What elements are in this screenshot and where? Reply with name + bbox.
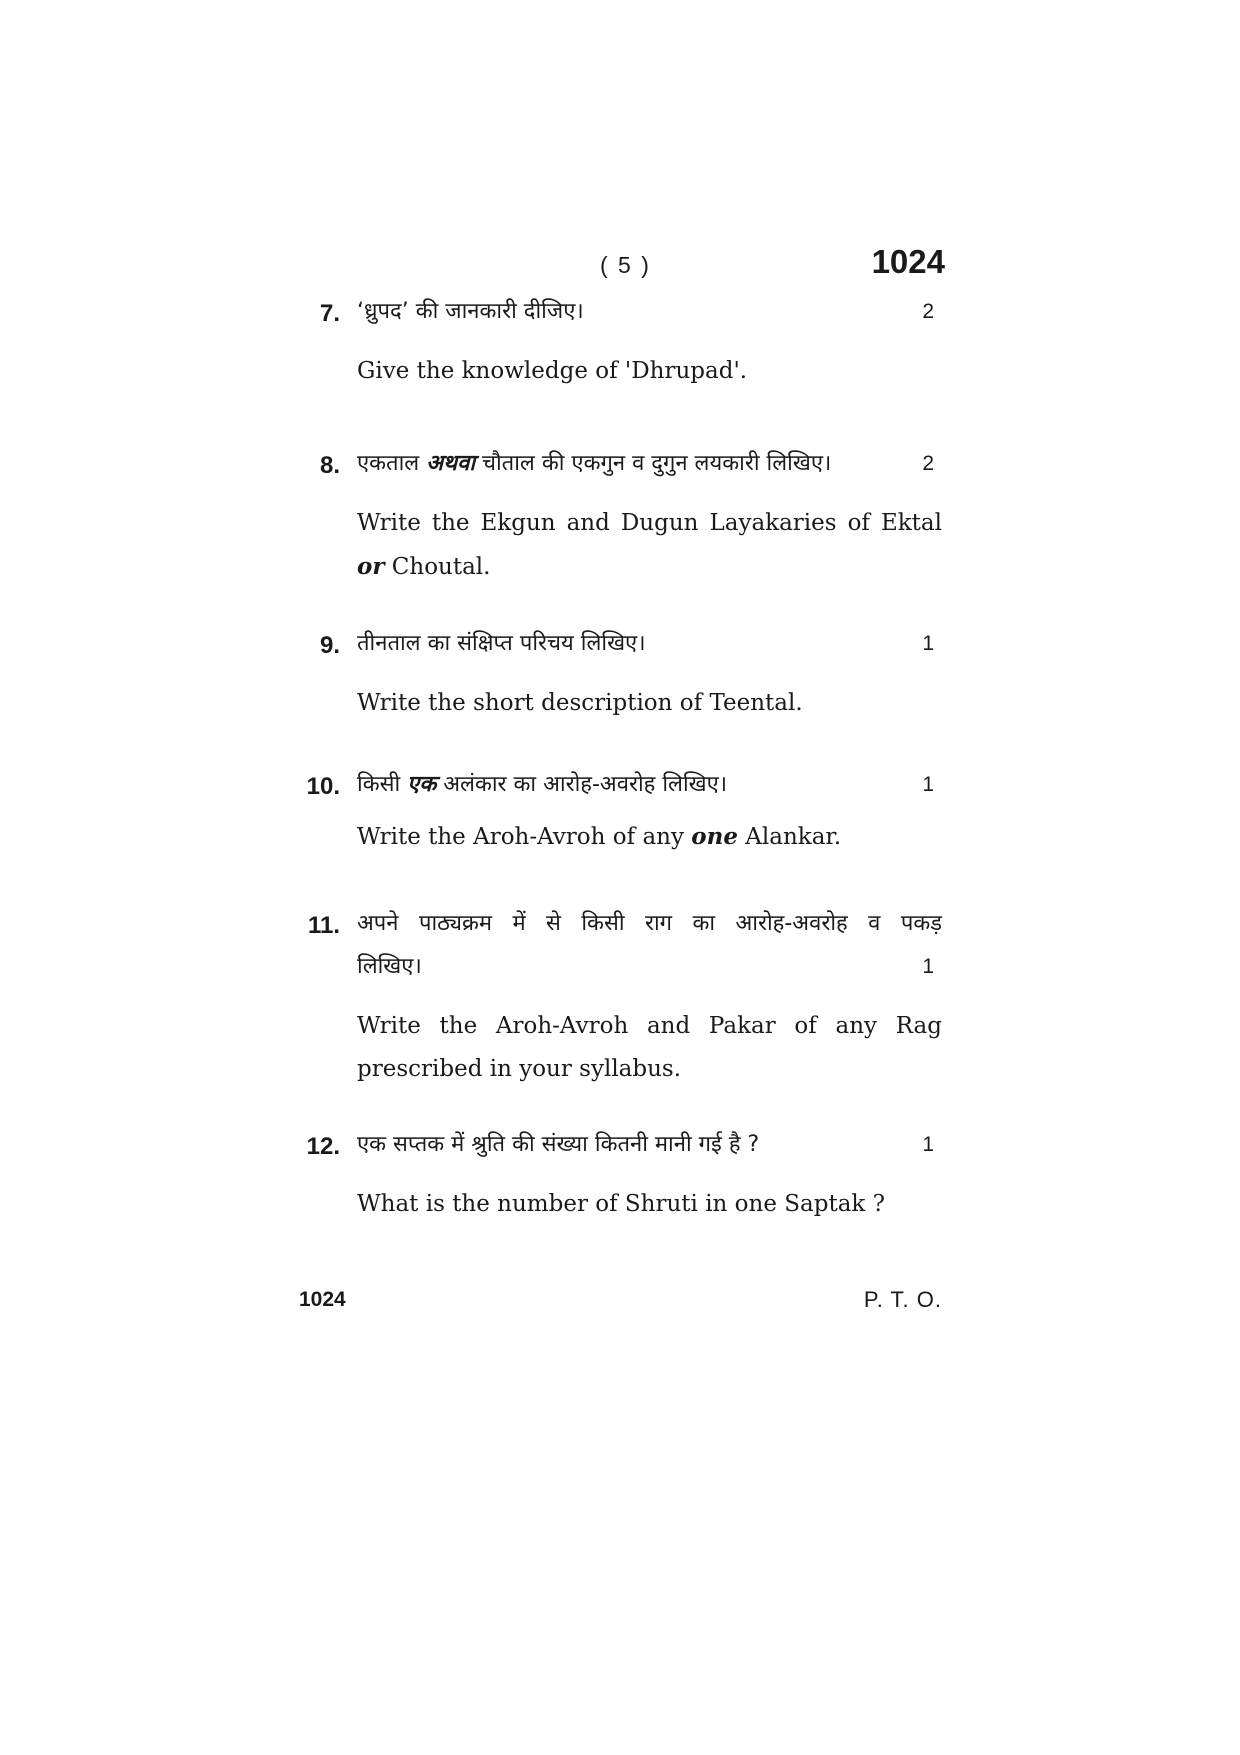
question-number: 8. [319, 452, 340, 479]
english-text-pre: Write the Aroh-Avroh of any [357, 824, 692, 850]
question-marks: 2 [922, 452, 934, 475]
question-marks: 1 [922, 632, 934, 655]
hindi-emphasis: अथवा [426, 451, 476, 476]
english-line-2: prescribed in your syllabus. [357, 1056, 682, 1082]
english-line-1: Write the Aroh-Avroh and Pakar of any Rag [357, 1013, 942, 1039]
english-emphasis: one [691, 823, 738, 850]
question-english [357, 815, 942, 859]
english-emphasis: or [357, 553, 385, 580]
question-number: 9. [319, 632, 340, 659]
english-line-2 [357, 554, 490, 580]
question-hindi [357, 902, 942, 988]
english-text-post: Alankar. [737, 824, 842, 850]
question-hindi [357, 763, 917, 806]
question-marks: 1 [922, 1133, 934, 1156]
english-line-1: Write the Ekgun and Dugun Layakaries of Ektal [357, 510, 942, 536]
question-number: 11. [307, 912, 340, 939]
please-turn-over: P. T. O. [863, 1287, 942, 1312]
question-hindi: तीनताल का संक्षिप्त परिचय लिखिए। [357, 631, 646, 656]
question-number: 10. [306, 773, 340, 800]
question-english: Write the short description of Teental. [357, 690, 803, 716]
paper-code-header: 1024 [871, 243, 945, 280]
question-marks: 1 [922, 773, 934, 796]
hindi-text-post: चौताल की एकगुन व दुगुन लयकारी लिखिए। [475, 451, 832, 476]
hindi-line-1: अपने पाठ्यक्रम में से किसी राग का आरोह-अवरोह व पकड़ [357, 911, 942, 936]
hindi-text-pre: एकताल [357, 451, 427, 476]
question-english: Give the knowledge of 'Dhrupad'. [357, 358, 748, 384]
paper-code-footer: 1024 [299, 1288, 346, 1311]
hindi-line-2: लिखिए। [357, 954, 422, 979]
hindi-text-post: अलंकार का आरोह-अवरोह लिखिए। [436, 772, 728, 797]
question-hindi [357, 442, 917, 485]
question-english [357, 502, 942, 589]
question-marks: 2 [922, 300, 934, 323]
question-hindi: एक सप्तक में श्रुति की संख्या कितनी मानी गई है ? [357, 1132, 760, 1157]
hindi-text-pre: किसी [357, 772, 408, 797]
question-number: 12. [306, 1133, 340, 1160]
question-english: What is the number of Shruti in one Saptak ? [357, 1191, 885, 1217]
hindi-emphasis: एक [407, 772, 437, 797]
english-text-post: Choutal. [384, 554, 491, 580]
page-number: ( 5 ) [600, 252, 651, 278]
question-number: 7. [319, 300, 340, 327]
question-english [357, 1005, 942, 1091]
question-marks: 1 [922, 955, 934, 978]
question-hindi: ‘ध्रुपद’ की जानकारी दीजिए। [357, 299, 584, 324]
